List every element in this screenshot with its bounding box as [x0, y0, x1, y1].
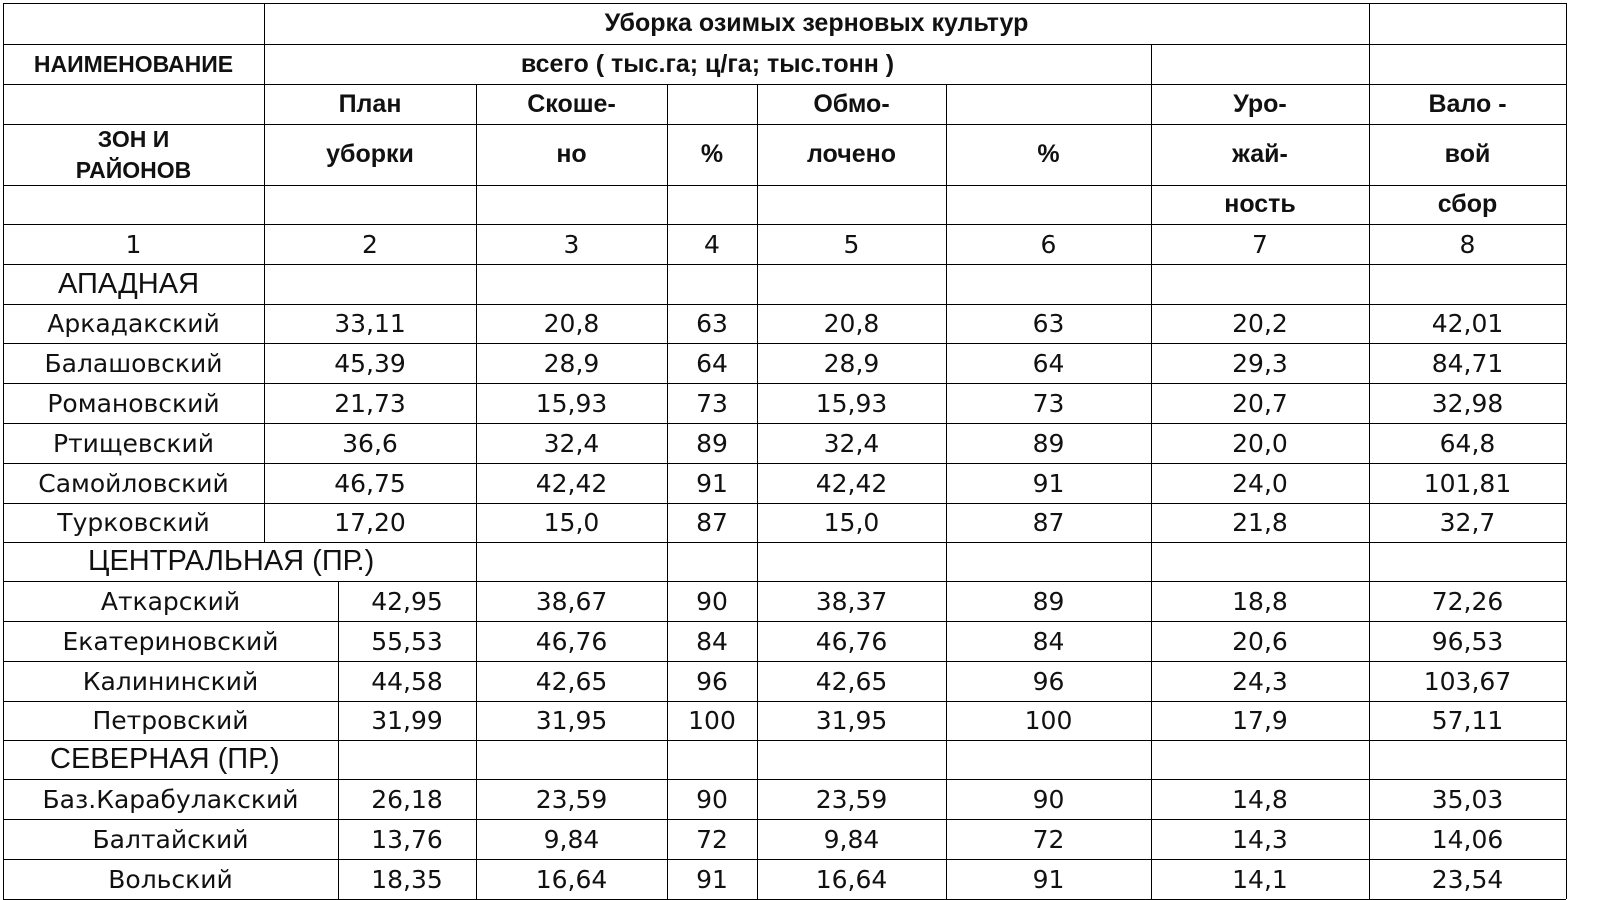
data-cell: 84,71 [1431, 348, 1504, 378]
table-subtitle: всего ( тыс.га; ц/га; тыс.тонн ) [520, 49, 895, 78]
district-name-cell: Аткарский [100, 586, 241, 616]
data-cell: 28,9 [543, 348, 600, 378]
name-column-header: НАИМЕНОВАНИЕ [33, 50, 234, 77]
column-number: 5 [843, 229, 860, 259]
column-header-line2: уборки [326, 140, 414, 168]
data-cell: 23,59 [815, 784, 888, 814]
data-cell: 32,4 [823, 428, 880, 458]
column-header-line1: Обмо- [813, 89, 890, 118]
data-cell: 44,58 [371, 666, 443, 696]
data-cell: 15,93 [535, 388, 608, 418]
table-title: Уборка озимых зерновых культур [604, 9, 1029, 37]
data-cell: 24,3 [1232, 666, 1288, 696]
district-name-cell: Балашовский [44, 348, 223, 378]
data-cell: 91 [1032, 468, 1065, 498]
data-cell: 33,11 [334, 309, 406, 338]
column-number: 4 [704, 229, 720, 259]
data-cell: 14,1 [1232, 864, 1288, 894]
name-column-header-line2: ЗОН И [97, 126, 170, 152]
data-cell: 90 [696, 784, 728, 814]
data-cell: 72 [1032, 824, 1065, 854]
column-header-line2: но [556, 140, 587, 168]
data-cell: 32,98 [1431, 388, 1504, 418]
column-header-line3: ность [1224, 190, 1296, 218]
column-number: 1 [125, 229, 142, 259]
data-cell: 18,8 [1232, 586, 1288, 616]
data-cell: 46,75 [334, 468, 406, 498]
column-header-line1 [946, 84, 1151, 124]
data-cell: 23,59 [535, 784, 608, 814]
data-cell: 55,53 [371, 626, 443, 656]
data-cell: 42,95 [371, 586, 443, 616]
data-cell: 14,06 [1431, 824, 1504, 854]
column-number: 3 [563, 229, 580, 259]
data-cell: 23,54 [1431, 864, 1504, 894]
data-cell: 20,0 [1232, 428, 1288, 458]
data-cell: 46,76 [815, 626, 888, 656]
data-cell: 100 [688, 706, 736, 735]
data-cell: 13,76 [371, 824, 443, 854]
data-cell: 42,65 [535, 666, 608, 696]
district-name-cell: Баз.Карабулакский [42, 784, 299, 814]
data-cell: 87 [1032, 508, 1065, 537]
column-header-line3: сбор [1437, 190, 1498, 218]
data-cell: 100 [1024, 706, 1073, 735]
column-number: 6 [1040, 229, 1057, 259]
district-name-cell: Самойловский [38, 468, 229, 498]
grid-line-horizontal [1151, 44, 1369, 45]
data-cell: 64 [1032, 348, 1065, 378]
data-cell: 63 [1032, 309, 1065, 338]
column-header-line2: % [700, 140, 724, 168]
data-cell: 103,67 [1423, 666, 1512, 696]
data-cell: 31,99 [371, 706, 443, 735]
data-cell: 101,81 [1423, 468, 1512, 498]
data-cell: 64 [696, 348, 728, 378]
data-cell: 73 [696, 388, 728, 418]
data-cell: 38,67 [535, 586, 608, 616]
data-cell: 96,53 [1431, 626, 1504, 656]
column-header-line1: План [338, 89, 402, 118]
district-name-cell: Вольский [108, 864, 233, 894]
data-cell: 26,18 [371, 784, 443, 814]
data-cell: 17,20 [334, 508, 406, 537]
grid-line-horizontal [1369, 44, 1566, 45]
data-cell: 42,65 [815, 666, 888, 696]
data-cell: 36,6 [342, 428, 398, 458]
grid-line-vertical [1566, 3, 1567, 899]
column-header-line1: Вало - [1428, 89, 1507, 118]
column-header-line1: Скоше- [527, 89, 616, 118]
data-cell: 63 [696, 309, 728, 338]
data-cell: 9,84 [823, 824, 880, 854]
data-cell: 9,84 [543, 824, 600, 854]
data-cell: 90 [1032, 784, 1065, 814]
data-cell: 35,03 [1431, 784, 1504, 814]
data-cell: 14,8 [1232, 784, 1288, 814]
column-header-line3 [476, 185, 667, 224]
district-name-cell: Романовский [47, 388, 220, 418]
district-name-cell: Балтайский [92, 824, 249, 854]
data-cell: 72 [696, 824, 728, 854]
data-cell: 96 [1032, 666, 1065, 696]
district-name-cell: Калининский [82, 666, 259, 696]
district-name-cell: Турковский [57, 508, 210, 537]
data-cell: 57,11 [1431, 706, 1504, 735]
data-cell: 73 [1032, 388, 1065, 418]
column-header-line3 [946, 185, 1151, 224]
data-cell: 15,0 [823, 508, 880, 537]
district-name-cell: Ртищевский [53, 428, 214, 458]
data-cell: 15,93 [815, 388, 888, 418]
data-cell: 29,3 [1232, 348, 1288, 378]
data-cell: 46,76 [535, 626, 608, 656]
data-cell: 24,0 [1232, 468, 1288, 498]
data-cell: 32,4 [543, 428, 600, 458]
data-cell: 20,2 [1232, 309, 1288, 338]
data-cell: 20,6 [1232, 626, 1288, 656]
column-number: 7 [1252, 229, 1268, 259]
zone-heading: СЕВЕРНАЯ (ПР.) [50, 743, 280, 775]
data-cell: 20,8 [543, 309, 600, 338]
column-header-line2: % [1037, 140, 1060, 168]
data-cell: 72,26 [1431, 586, 1504, 616]
data-cell: 64,8 [1439, 428, 1496, 458]
data-cell: 38,37 [815, 586, 888, 616]
data-cell: 89 [1032, 428, 1065, 458]
column-header-line3 [264, 185, 476, 224]
data-cell: 91 [696, 468, 728, 498]
name-column-header-line3: РАЙОНОВ [75, 156, 192, 183]
data-cell: 32,7 [1439, 508, 1496, 537]
data-cell: 16,64 [815, 864, 888, 894]
grid-line-horizontal [3, 84, 264, 85]
data-cell: 42,42 [535, 468, 608, 498]
data-cell: 42,01 [1431, 309, 1504, 338]
district-name-cell: Аркадакский [47, 309, 220, 338]
data-cell: 28,9 [823, 348, 880, 378]
district-name-cell: Екатериновский [62, 626, 279, 656]
district-name-cell: Петровский [92, 706, 249, 735]
data-cell: 14,3 [1232, 824, 1288, 854]
data-cell: 42,42 [815, 468, 888, 498]
data-cell: 18,35 [371, 864, 443, 894]
data-cell: 21,8 [1232, 508, 1288, 537]
column-number: 2 [362, 229, 378, 259]
data-cell: 21,73 [334, 388, 406, 418]
data-cell: 17,9 [1232, 706, 1288, 735]
data-cell: 31,95 [535, 706, 608, 735]
data-cell: 87 [696, 508, 728, 537]
data-cell: 91 [696, 864, 728, 894]
data-cell: 90 [696, 586, 728, 616]
data-cell: 89 [1032, 586, 1065, 616]
column-header-line1: Уро- [1233, 89, 1287, 118]
column-header-line1 [667, 84, 757, 124]
data-cell: 89 [696, 428, 728, 458]
column-header-line2: жай- [1232, 140, 1288, 168]
data-cell: 16,64 [535, 864, 608, 894]
data-cell: 20,8 [823, 309, 880, 338]
data-cell: 45,39 [334, 348, 406, 378]
data-cell: 84 [696, 626, 728, 656]
column-header-line3 [667, 185, 757, 224]
zone-heading: ЦЕНТРАЛЬНАЯ (ПР.) [88, 545, 375, 577]
column-number: 8 [1459, 229, 1476, 259]
data-cell: 96 [696, 666, 728, 696]
zone-heading: АПАДНАЯ [58, 267, 200, 300]
data-cell: 15,0 [543, 508, 600, 537]
column-header-line3 [757, 185, 946, 224]
data-cell: 20,7 [1232, 388, 1288, 418]
data-cell: 91 [1032, 864, 1065, 894]
column-header-line2: лочено [807, 140, 896, 168]
column-header-line2: вой [1444, 140, 1491, 168]
data-cell: 84 [1032, 626, 1065, 656]
data-cell: 31,95 [815, 706, 888, 735]
